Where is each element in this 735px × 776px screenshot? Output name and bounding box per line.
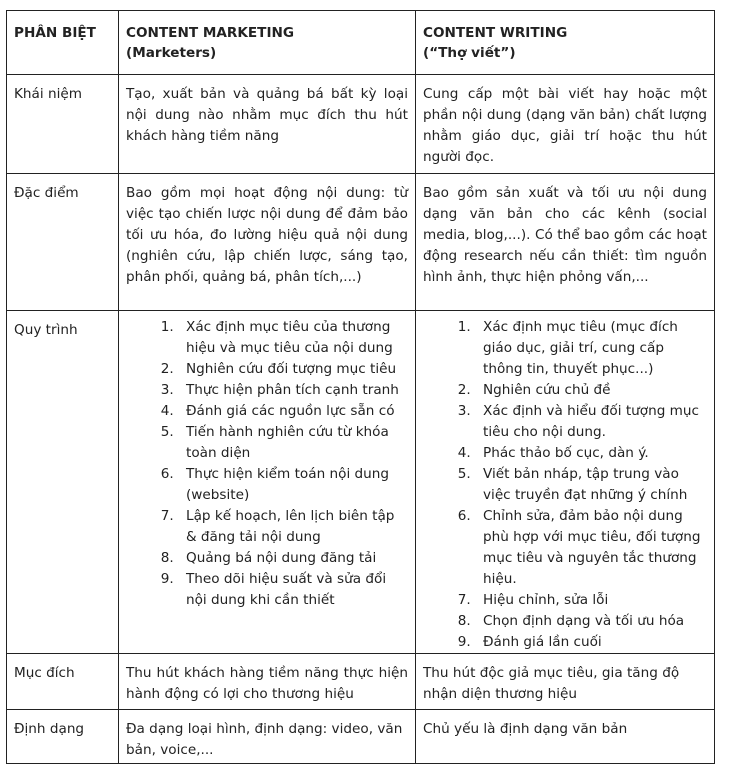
- header-phan-biet: [7, 11, 119, 75]
- list-item: 4. Phác thảo bố cục, dàn ý.: [475, 443, 707, 464]
- row-label: Định dạng: [7, 710, 119, 764]
- list-item: 7. Hiệu chỉnh, sửa lỗi: [475, 590, 707, 611]
- list-item: 4. Đánh giá các nguồn lực sẵn có: [178, 401, 408, 422]
- header-row: [7, 11, 715, 75]
- cell-marketing: [119, 311, 416, 654]
- row-label: Khái niệm: [7, 75, 119, 174]
- cell-writing: Chủ yếu là định dạng văn bản: [416, 710, 715, 764]
- list-item: 5. Viết bản nháp, tập trung vào việc truyền đạt những ý chính: [475, 464, 707, 506]
- list-item: 6. Thực hiện kiểm toán nội dung (website): [178, 464, 408, 506]
- cell-marketing: Bao gồm mọi hoạt động nội dung: từ việc tạo chiến lược nội dung để đảm bảo tối ưu hóa, đo lường hiệu quả nội dung (nghiên cứu, lập chiến lược, sáng tạo, phân phối, quảng bá, phân tích,...): [119, 174, 416, 311]
- cell-writing: Bao gồm sản xuất và tối ưu nội dung dạng văn bản cho các kênh (social media, blog,...). Có thể bao gồm các hoạt động research nếu cần thiết: tìm nguồn hình ảnh, thực hiện phỏng vấn,...: [416, 174, 715, 311]
- cell-writing: [416, 311, 715, 654]
- list-item: 5. Tiến hành nghiên cứu từ khóa toàn diện: [178, 422, 408, 464]
- header-phan-biet-text: PHÂN BIỆT: [14, 25, 96, 41]
- cell-writing: Cung cấp một bài viết hay hoặc một phần nội dung (dạng văn bản) chất lượng nhằm giáo dục, giải trí hoặc thu hút người đọc.: [416, 75, 715, 174]
- cell-marketing: Thu hút khách hàng tiềm năng thực hiện hành động có lợi cho thương hiệu: [119, 654, 416, 710]
- list-item: 2. Nghiên cứu đối tượng mục tiêu: [178, 359, 408, 380]
- cell-writing: Thu hút độc giả mục tiêu, gia tăng độ nhận diện thương hiệu: [416, 654, 715, 710]
- header-content-marketing-title: CONTENT MARKETING: [126, 25, 295, 41]
- list-item: 1. Xác định mục tiêu của thương hiệu và mục tiêu của nội dung: [178, 317, 408, 359]
- header-content-writing-title: CONTENT WRITING: [423, 25, 568, 41]
- list-item: 1. Xác định mục tiêu (mục đích giáo dục, giải trí, cung cấp thông tin, thuyết phục...): [475, 317, 707, 380]
- writing-process-list: [423, 317, 707, 653]
- row-label: Quy trình: [7, 311, 119, 654]
- cell-marketing: Tạo, xuất bản và quảng bá bất kỳ loại nội dung nào nhằm mục đích thu hút khách hàng tiềm năng: [119, 75, 416, 174]
- list-item: 9. Đánh giá lần cuối: [475, 632, 707, 653]
- row-quy-trinh: [7, 311, 715, 654]
- list-item: 8. Quảng bá nội dung đăng tải: [178, 548, 408, 569]
- row-label: Mục đích: [7, 654, 119, 710]
- row-dinh-dang: [7, 710, 715, 764]
- header-content-marketing: [119, 11, 416, 75]
- list-item: 3. Thực hiện phân tích cạnh tranh: [178, 380, 408, 401]
- comparison-table: [6, 10, 715, 764]
- marketing-process-list: [126, 317, 408, 611]
- list-item: 8. Chọn định dạng và tối ưu hóa: [475, 611, 707, 632]
- row-khai-niem: [7, 75, 715, 174]
- list-item: 2. Nghiên cứu chủ đề: [475, 380, 707, 401]
- row-dac-diem: [7, 174, 715, 311]
- header-content-marketing-subtitle: (Marketers): [126, 45, 217, 61]
- list-item: 9. Theo dõi hiệu suất và sửa đổi nội dung khi cần thiết: [178, 569, 408, 611]
- row-label: Đặc điểm: [7, 174, 119, 311]
- header-content-writing-subtitle: (“Thợ viết”): [423, 45, 516, 61]
- cell-marketing: Đa dạng loại hình, định dạng: video, văn bản, voice,...: [119, 710, 416, 764]
- list-item: 7. Lập kế hoạch, lên lịch biên tập & đăng tải nội dung: [178, 506, 408, 548]
- list-item: 6. Chỉnh sửa, đảm bảo nội dung phù hợp với mục tiêu, đối tượng mục tiêu và nguyên tắc thương hiệu.: [475, 506, 707, 590]
- list-item: 3. Xác định và hiểu đối tượng mục tiêu cho nội dung.: [475, 401, 707, 443]
- header-content-writing: [416, 11, 715, 75]
- row-muc-dich: [7, 654, 715, 710]
